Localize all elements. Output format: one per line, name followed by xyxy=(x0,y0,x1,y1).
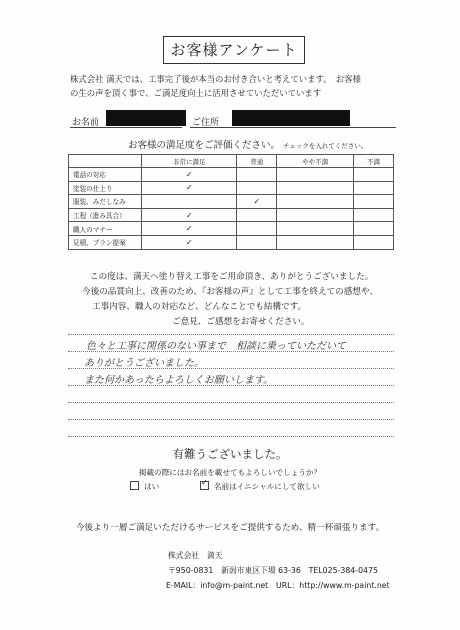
rating-cell[interactable] xyxy=(237,195,277,209)
rating-cell[interactable] xyxy=(142,235,237,249)
rating-cell[interactable] xyxy=(277,235,354,249)
name-redaction xyxy=(106,110,186,126)
handwritten-comment-line: また何かあったらよろしくお願いします。 xyxy=(84,375,274,386)
row-label: 電話の対応 xyxy=(69,168,142,182)
row-label: 服装、みだしなみ xyxy=(69,195,142,209)
table-row xyxy=(69,195,394,209)
column-header: 不満 xyxy=(354,155,394,168)
rating-cell[interactable] xyxy=(142,195,237,209)
publish-option-initials[interactable] xyxy=(200,478,320,492)
company-contact: E-MAIL：info@m-paint.net URL：http://www.m-paint.net xyxy=(166,581,390,590)
comment-rule xyxy=(68,436,394,437)
column-header: やや不満 xyxy=(277,155,354,168)
rating-cell[interactable] xyxy=(277,222,354,236)
handwritten-comment-line: ありがとうございました。 xyxy=(84,358,204,369)
effort-message: 今後より一層ご満足いただけるサービスをご提供するため、精一杯頑張ります。 xyxy=(75,523,385,533)
check-mark-icon: ✓ xyxy=(185,237,193,247)
rating-cell[interactable] xyxy=(277,195,354,209)
handwritten-comment-line: 色々と工事に関係のない事まで 相談に乗っていただいて xyxy=(86,341,346,352)
closing-thanks: 有難うございました。 xyxy=(172,447,288,461)
address-field-line xyxy=(190,127,396,128)
intro-line: 株式会社 満天では、工事完了後が本当のお付き合いと考えています。 お客様 xyxy=(70,74,361,84)
thanks-line: この度は、満天へ塗り替え工事をご用命頂き、ありがとうございました。 xyxy=(90,272,374,282)
check-mark-icon: ✓ xyxy=(185,183,193,193)
rating-cell[interactable] xyxy=(237,181,277,195)
row-label: 職人のマナー xyxy=(69,222,142,236)
rating-cell[interactable] xyxy=(142,168,237,182)
address-redaction xyxy=(232,110,350,126)
rating-cell[interactable] xyxy=(277,208,354,222)
company-address: 〒950-0831 新潟市東区下場 63-36 TEL025-384-0475 xyxy=(168,566,378,575)
rating-cell[interactable] xyxy=(237,208,277,222)
publish-question: 掲載の際にはお名前を載せてもよろしいでしょうか？ xyxy=(138,468,322,477)
publish-option-yes-label: はい xyxy=(144,482,160,491)
rating-cell[interactable] xyxy=(277,181,354,195)
check-mark-icon: ✓ xyxy=(253,196,261,206)
checkbox-yes[interactable] xyxy=(130,481,139,490)
satisfaction-heading xyxy=(128,137,367,151)
rating-cell[interactable] xyxy=(354,168,394,182)
column-header: 普通 xyxy=(237,155,277,168)
checkbox-initials[interactable] xyxy=(200,478,209,490)
column-header: 非常に満足 xyxy=(142,155,237,168)
rating-cell[interactable] xyxy=(237,235,277,249)
rating-cell[interactable] xyxy=(354,222,394,236)
thanks-message xyxy=(82,270,420,330)
publish-option-initials-label: 名前はイニシャルにして欲しい xyxy=(214,482,320,491)
row-label: 見積、プラン提案 xyxy=(69,235,142,249)
table-row xyxy=(69,222,394,236)
comment-rule xyxy=(68,419,394,420)
rating-cell[interactable] xyxy=(237,222,277,236)
check-mark-icon: ✓ xyxy=(185,224,193,234)
name-label: お名前 xyxy=(72,118,100,128)
name-field-line xyxy=(70,127,182,128)
table-row xyxy=(69,168,394,182)
thanks-line: 今後の品質向上、改善のため、『お客様の声』として工事を終えての感想や、 xyxy=(82,287,378,297)
intro-line: の生の声を頂く事で、ご満足度向上に活用させていただいています xyxy=(70,88,322,98)
comment-rule xyxy=(68,334,394,335)
rating-cell[interactable] xyxy=(142,222,237,236)
table-row xyxy=(69,181,394,195)
check-mark-icon: ✓ xyxy=(185,210,193,220)
table-row xyxy=(69,208,394,222)
thanks-line: 工事内容、職人の対応など、どんなことでも結構です。 xyxy=(92,302,307,312)
company-info xyxy=(168,548,390,593)
satisfaction-title: お客様の満足度をご評価ください。 xyxy=(128,140,281,151)
page-title: お客様アンケート xyxy=(163,36,305,64)
table-header-row xyxy=(69,155,394,168)
rating-cell[interactable] xyxy=(237,168,277,182)
publish-option-yes[interactable] xyxy=(130,481,159,492)
company-name: 株式会社 満天 xyxy=(168,551,223,560)
check-mark-icon: ✓ xyxy=(201,478,208,487)
rating-cell[interactable] xyxy=(354,181,394,195)
thanks-line: ご意見、ご感想をお寄せください。 xyxy=(172,317,310,327)
rating-cell[interactable] xyxy=(142,181,237,195)
column-header xyxy=(69,155,142,168)
satisfaction-table xyxy=(68,154,394,250)
satisfaction-note: チェックを入れてください。 xyxy=(283,142,368,150)
intro-text xyxy=(70,72,400,100)
address-label: ご住所 xyxy=(192,118,220,128)
row-label: 塗装の仕上り xyxy=(69,181,142,195)
row-label: 工程（進み具合） xyxy=(69,208,142,222)
comment-rule xyxy=(68,402,394,403)
rating-cell[interactable] xyxy=(142,208,237,222)
rating-cell[interactable] xyxy=(277,168,354,182)
table-row xyxy=(69,235,394,249)
rating-cell[interactable] xyxy=(354,235,394,249)
rating-cell[interactable] xyxy=(354,208,394,222)
rating-cell[interactable] xyxy=(354,195,394,209)
check-mark-icon: ✓ xyxy=(185,169,193,179)
